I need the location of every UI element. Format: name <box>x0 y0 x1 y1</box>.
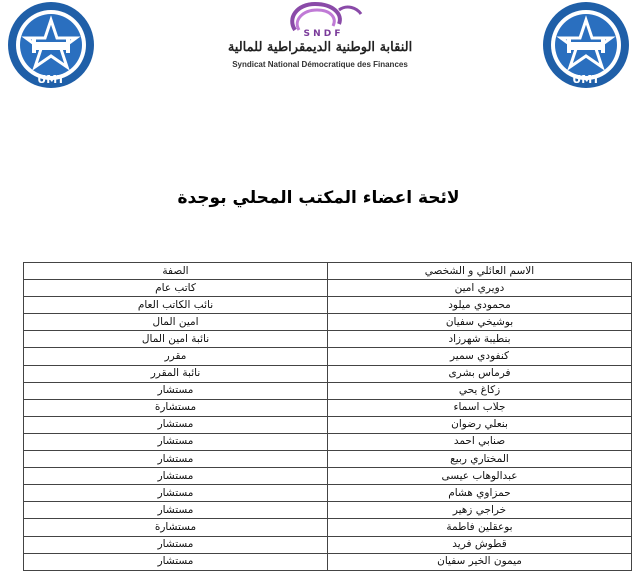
table-row <box>24 416 632 433</box>
umt-logo-text: UMT <box>572 73 600 86</box>
umt-emblem-icon <box>2 0 100 90</box>
sndf-logo-icon <box>277 0 367 42</box>
sndf-header <box>195 0 445 80</box>
member-role: نائبة المقرر <box>24 365 328 382</box>
member-name: خراجي زهير <box>328 502 632 519</box>
table-row <box>24 468 632 485</box>
member-name: عبدالوهاب عيسى <box>328 468 632 485</box>
member-role: مستشار <box>24 382 328 399</box>
member-name: حمزاوي هشام <box>328 485 632 502</box>
table-row <box>24 348 632 365</box>
member-name: بنطيبة شهرزاد <box>328 331 632 348</box>
member-role: مستشار <box>24 468 328 485</box>
member-role: مقرر <box>24 348 328 365</box>
member-role: مستشار <box>24 416 328 433</box>
member-role: مستشار <box>24 502 328 519</box>
table-row <box>24 502 632 519</box>
umt-logo-right <box>537 0 635 90</box>
sndf-logo-text: S N D F <box>303 29 341 39</box>
union-name-arabic: النقابة الوطنية الديمقراطية للمالية <box>227 40 413 55</box>
column-header-name: الاسم العائلي و الشخصي <box>328 263 632 280</box>
member-role: امين المال <box>24 314 328 331</box>
members-table <box>23 262 632 571</box>
table-header-row <box>24 263 632 280</box>
member-role: مستشار <box>24 536 328 553</box>
table-row <box>24 314 632 331</box>
table-row <box>24 399 632 416</box>
member-name: فرماس بشرى <box>328 365 632 382</box>
member-name: دويري امين <box>328 280 632 297</box>
member-name: محمودي ميلود <box>328 297 632 314</box>
table-row <box>24 297 632 314</box>
umt-logo-left <box>2 0 100 90</box>
member-role: نائبة امين المال <box>24 331 328 348</box>
member-name: قطوش فريد <box>328 536 632 553</box>
member-name: كنفودي سمير <box>328 348 632 365</box>
member-name: زكاغ يحي <box>328 382 632 399</box>
table-row <box>24 536 632 553</box>
member-role: كاتب عام <box>24 280 328 297</box>
member-role: نائب الكاتب العام <box>24 297 328 314</box>
umt-emblem-icon <box>537 0 635 90</box>
table-row <box>24 433 632 450</box>
member-role: مستشار <box>24 433 328 450</box>
member-name: بوعقلين فاطمة <box>328 519 632 536</box>
document-title: لائحة اعضاء المكتب المحلي بوجدة <box>177 188 460 208</box>
member-role: مستشار <box>24 451 328 468</box>
member-role: مستشار <box>24 553 328 570</box>
column-header-role: الصفة <box>24 263 328 280</box>
union-name-french: Syndicat National Démocratique des Finances <box>232 60 408 69</box>
member-name: ميمون الخير سفيان <box>328 553 632 570</box>
table-row <box>24 451 632 468</box>
table-row <box>24 365 632 382</box>
member-role: مستشارة <box>24 399 328 416</box>
member-role: مستشارة <box>24 519 328 536</box>
member-role: مستشار <box>24 485 328 502</box>
member-name: بنعلي رضوان <box>328 416 632 433</box>
table-row <box>24 331 632 348</box>
table-row <box>24 382 632 399</box>
table-row <box>24 485 632 502</box>
member-name: جلاب اسماء <box>328 399 632 416</box>
table-row <box>24 553 632 570</box>
umt-logo-text: UMT <box>37 73 65 86</box>
table-row <box>24 519 632 536</box>
member-name: صنابي احمد <box>328 433 632 450</box>
member-name: بوشيخي سفيان <box>328 314 632 331</box>
table-row <box>24 280 632 297</box>
member-name: المختاري ربيع <box>328 451 632 468</box>
